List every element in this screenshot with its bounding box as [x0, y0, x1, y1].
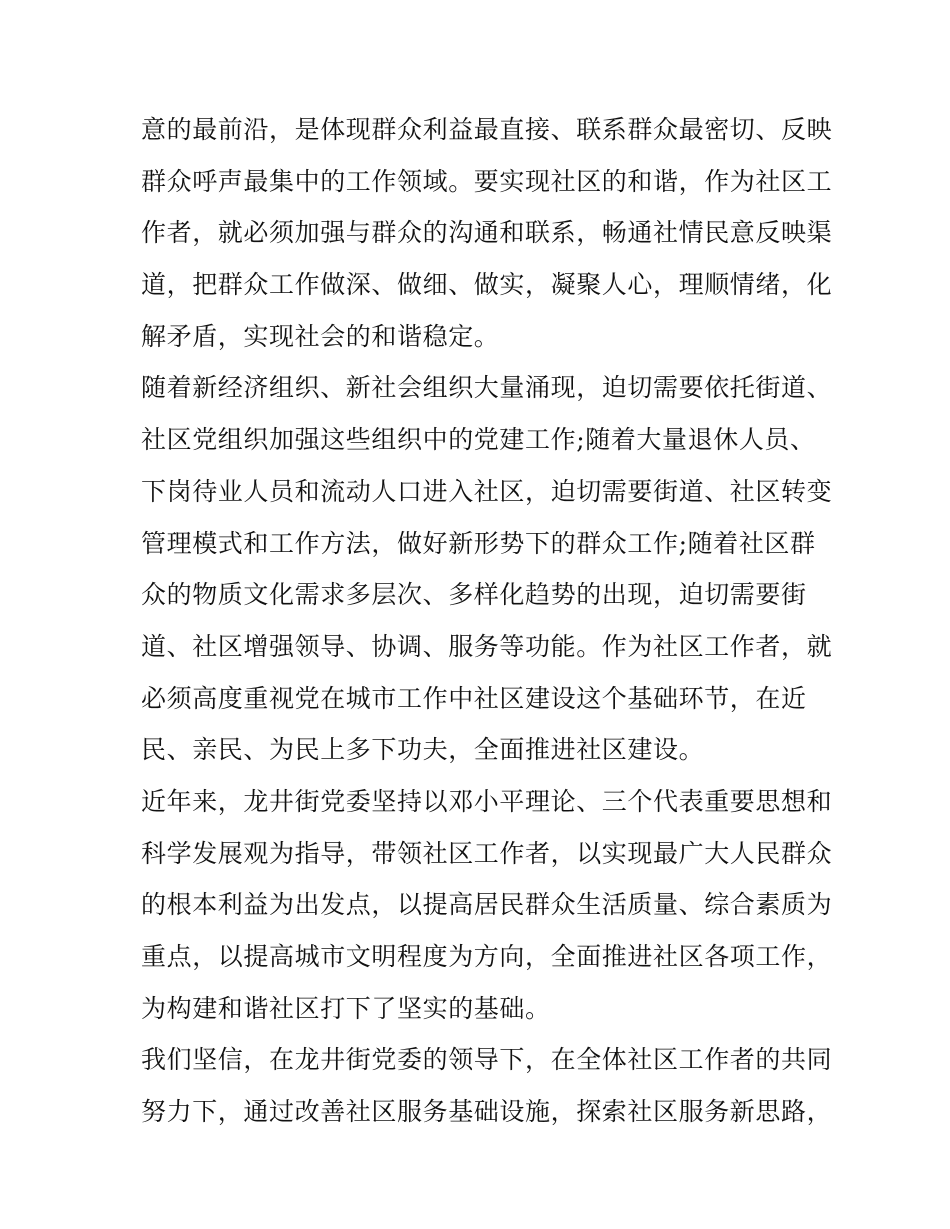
text-line: 群众呼声最集中的工作领域。要实现社区的和谐，作为社区工 [141, 166, 833, 196]
text-line: 民、亲民、为民上多下功夫，全面推进社区建设。 [141, 735, 705, 765]
text-line: 我们坚信，在龙井街党委的领导下，在全体社区工作者的共同 [141, 1045, 833, 1075]
text-line: 下岗待业人员和流动人口进入社区，迫切需要街道、社区转变 [141, 476, 833, 506]
text-line: 道，把群众工作做深、做细、做实，凝聚人心，理顺情绪，化 [141, 270, 833, 300]
paragraph [141, 362, 833, 776]
text-line: 近年来，龙井街党委坚持以邓小平理论、三个代表重要思想和 [141, 786, 833, 816]
paragraph [141, 104, 833, 362]
text-line: 意的最前沿，是体现群众利益最直接、联系群众最密切、反映 [141, 115, 833, 144]
paragraph [141, 776, 833, 1034]
text-line: 科学发展观为指导，带领社区工作者，以实现最广大人民群众 [141, 838, 833, 868]
text-line: 努力下，通过改善社区服务基础设施，探索社区服务新思路， [141, 1097, 833, 1127]
text-line: 重点，以提高城市文明程度为方向，全面推进社区各项工作， [141, 942, 833, 971]
text-line: 的根本利益为出发点，以提高居民群众生活质量、综合素质为 [141, 890, 833, 920]
paragraph [141, 1034, 833, 1137]
document-body [141, 104, 833, 1138]
text-line: 必须高度重视党在城市工作中社区建设这个基础环节，在近 [141, 683, 807, 713]
text-line: 为构建和谐社区打下了坚实的基础。 [141, 993, 551, 1023]
text-line: 众的物质文化需求多层次、多样化趋势的出现，迫切需要街 [141, 580, 807, 610]
text-line: 随着新经济组织、新社会组织大量涌现，迫切需要依托街道、 [141, 373, 833, 403]
text-line: 社区党组织加强这些组织中的党建工作;随着大量退休人员、 [141, 425, 816, 455]
text-line: 作者，就必须加强与群众的沟通和联系，畅通社情民意反映渠 [141, 218, 833, 248]
text-line: 管理模式和工作方法，做好新形势下的群众工作;随着社区群 [141, 528, 816, 558]
text-line: 解矛盾，实现社会的和谐稳定。 [141, 321, 500, 351]
text-line: 道、社区增强领导、协调、服务等功能。作为社区工作者，就 [141, 631, 833, 661]
